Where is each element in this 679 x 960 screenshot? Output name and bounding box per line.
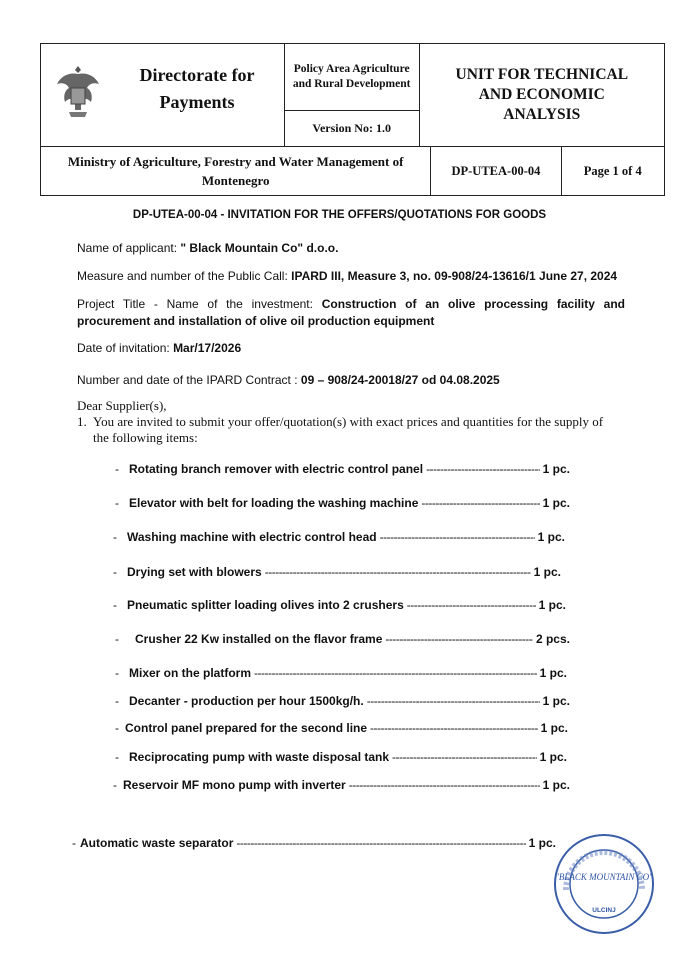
paragraph-line-2: the following items: [93,430,198,445]
list-item: - Rotating branch remover with electric control panel ----- 1 pc. [115,462,570,476]
measure-label: Measure and number of the Public Call: [77,269,292,283]
list-item: - Automatic waste separator ----- 1 pc. [72,836,556,850]
date-line [77,340,241,357]
list-item: - Reciprocating pump with waste disposal tank ----- 1 pc. [115,750,567,764]
date-label: Date of invitation: [77,341,174,355]
document-title: DP-UTEA-00-04 - INVITATION FOR THE OFFERS/QUOTATIONS FOR GOODS [132,209,547,221]
document-header-row2 [40,146,665,196]
contract-label: Number and date of the IPARD Contract : [77,373,301,387]
version-label: Version No: 1.0 [312,121,391,135]
list-item: - Decanter - production per hour 1500kg/h. ----- 1 pc. [115,694,570,708]
directorate-title: Directorate for Payments [139,65,255,112]
list-item: - Crusher 22 Kw installed on the flavor frame ----- 2 pcs. [115,632,570,646]
contract-line [77,372,500,389]
greeting: Dear Supplier(s), [77,398,167,413]
project-title-line [77,296,625,330]
applicant-line [77,240,338,257]
ministry-name: Ministry of Agriculture, Forestry and Water Management of Montenegro [67,154,404,188]
contract-value: 09 – 908/24-20018/27 od 04.08.2025 [300,373,500,387]
project-value: Construction of an olive processing facility and procurement and installation of olive oil production equipment [77,297,625,328]
doc-code: DP-UTEA-00-04 [431,147,561,196]
directorate-cell [41,44,285,147]
montenegro-crest-icon [55,62,101,122]
list-item: - Control panel prepared for the second line ----- 1 pc. [115,721,568,735]
list-item: - Pneumatic splitter loading olives into 2 crushers ----- 1 pc. [113,598,566,612]
invitation-paragraph [77,414,637,446]
measure-line [77,268,617,285]
date-value: Mar/17/2026 [173,341,242,355]
project-label: Project Title - Name of the investment: [77,297,322,311]
paragraph-line-1: You are invited to submit your offer/quotation(s) with exact prices and quantities for the supply of [93,414,604,429]
list-item: - Mixer on the platform ----- 1 pc. [115,666,567,680]
applicant-label: Name of applicant: [77,241,181,255]
list-item: - Reservoir MF mono pump with inverter ----- 1 pc. [113,778,570,792]
applicant-value: " Black Mountain Co" d.o.o. [180,241,339,255]
unit-cell [419,44,664,147]
list-item: - Elevator with belt for loading the washing machine ----- 1 pc. [115,496,570,510]
ministry-cell [41,147,431,196]
company-stamp [552,832,656,936]
unit-title: UNIT FOR TECHNICAL AND ECONOMIC ANALYSIS [455,66,629,123]
measure-value: IPARD III, Measure 3, no. 09-908/24-13616/1 June 27, 2024 [291,269,618,283]
paragraph-number: 1. [77,414,87,429]
list-item: - Washing machine with electric control head ----- 1 pc. [113,530,565,544]
policy-cell [284,44,419,147]
page-indicator: Page 1 of 4 [561,147,665,196]
policy-area: Policy Area Agriculture and Rural Development [285,44,419,111]
document-header [40,43,665,147]
stamp-city: ULCINJ [592,907,616,914]
stamp-company: "BLACK MOUNTAIN CO" [555,872,653,882]
list-item: - Drying set with blowers ----- 1 pc. [113,565,561,579]
